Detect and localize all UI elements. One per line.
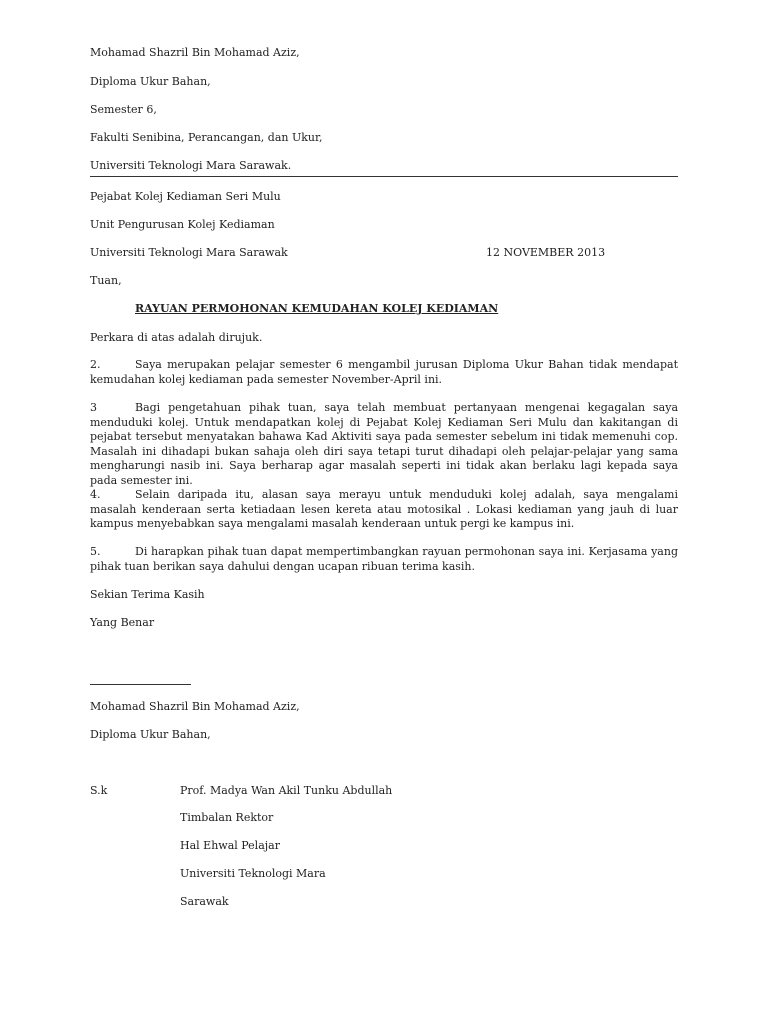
signature-program: Diploma Ukur Bahan, (90, 728, 211, 741)
cc-line: Sarawak (180, 895, 229, 908)
sender-name: Mohamad Shazril Bin Mohamad Aziz, (90, 46, 300, 59)
signature-line (90, 684, 191, 685)
recipient-university: Universiti Teknologi Mara Sarawak (90, 246, 288, 259)
header-divider (90, 176, 678, 177)
paragraph-4-number: 4. (90, 488, 101, 501)
closing-thanks: Sekian Terima Kasih (90, 588, 205, 601)
cc-line: Universiti Teknologi Mara (180, 867, 326, 880)
paragraph-3-text: Bagi pengetahuan pihak tuan, saya telah membuat pertanyaan mengenai kegagalan saya menduduki kolej. Untuk mendapatkan kolej di Pejabat Kolej Kediaman Seri Mulu dan kakitangan di pejabat tersebut menyatakan bahawa Kad Aktiviti saya pada semester sebelum ini tidak memenuhi cop. Masalah ini dihadapi bukan sahaja oleh diri saya tetapi turut dihadapi oleh pelajar-pelajar yang sama mengharungi nasib ini. Saya berharap agar masalah seperti ini tidak akan berlaku lagi kepada saya pada semester ini. (90, 401, 678, 487)
paragraph-4 (90, 488, 678, 532)
recipient-unit: Unit Pengurusan Kolej Kediaman (90, 218, 275, 231)
sender-faculty: Fakulti Senibina, Perancangan, dan Ukur, (90, 131, 323, 144)
paragraph-2-number: 2. (90, 358, 101, 371)
cc-label: S.k (90, 784, 108, 797)
paragraph-2-text: Saya merupakan pelajar semester 6 mengambil jurusan Diploma Ukur Bahan tidak mendapat kemudahan kolej kediaman pada semester November-April ini. (90, 358, 678, 386)
closing-sincerely: Yang Benar (90, 616, 155, 629)
sender-semester: Semester 6, (90, 103, 157, 116)
paragraph-2 (90, 358, 678, 387)
cc-line: Hal Ehwal Pelajar (180, 839, 280, 852)
paragraph-5-number: 5. (90, 545, 101, 558)
signature-name: Mohamad Shazril Bin Mohamad Aziz, (90, 700, 300, 713)
cc-line: Timbalan Rektor (180, 811, 274, 824)
paragraph-1: Perkara di atas adalah dirujuk. (90, 331, 263, 344)
letter-subject: RAYUAN PERMOHONAN KEMUDAHAN KOLEJ KEDIAMAN (135, 302, 499, 315)
cc-line: Prof. Madya Wan Akil Tunku Abdullah (180, 784, 393, 797)
paragraph-5-text: Di harapkan pihak tuan dapat mempertimbangkan rayuan permohonan saya ini. Kerjasama yang pihak tuan berikan saya dahului dengan ucapan ribuan terima kasih. (90, 545, 678, 573)
paragraph-4-text: Selain daripada itu, alasan saya merayu untuk menduduki kolej adalah, saya mengalami masalah kenderaan serta ketiadaan lesen kereta atau motosikal . Lokasi kediaman yang jauh di luar kampus menyebabkan saya mengalami masalah kenderaan untuk pergi ke kampus ini. (90, 488, 678, 530)
letter-date: 12 NOVEMBER 2013 (486, 246, 606, 259)
sender-university: Universiti Teknologi Mara Sarawak. (90, 159, 292, 172)
sender-program: Diploma Ukur Bahan, (90, 75, 211, 88)
salutation: Tuan, (90, 274, 122, 287)
paragraph-5 (90, 545, 678, 574)
recipient-office: Pejabat Kolej Kediaman Seri Mulu (90, 190, 281, 203)
paragraph-3-number: 3 (90, 401, 97, 414)
paragraph-3 (90, 401, 678, 488)
